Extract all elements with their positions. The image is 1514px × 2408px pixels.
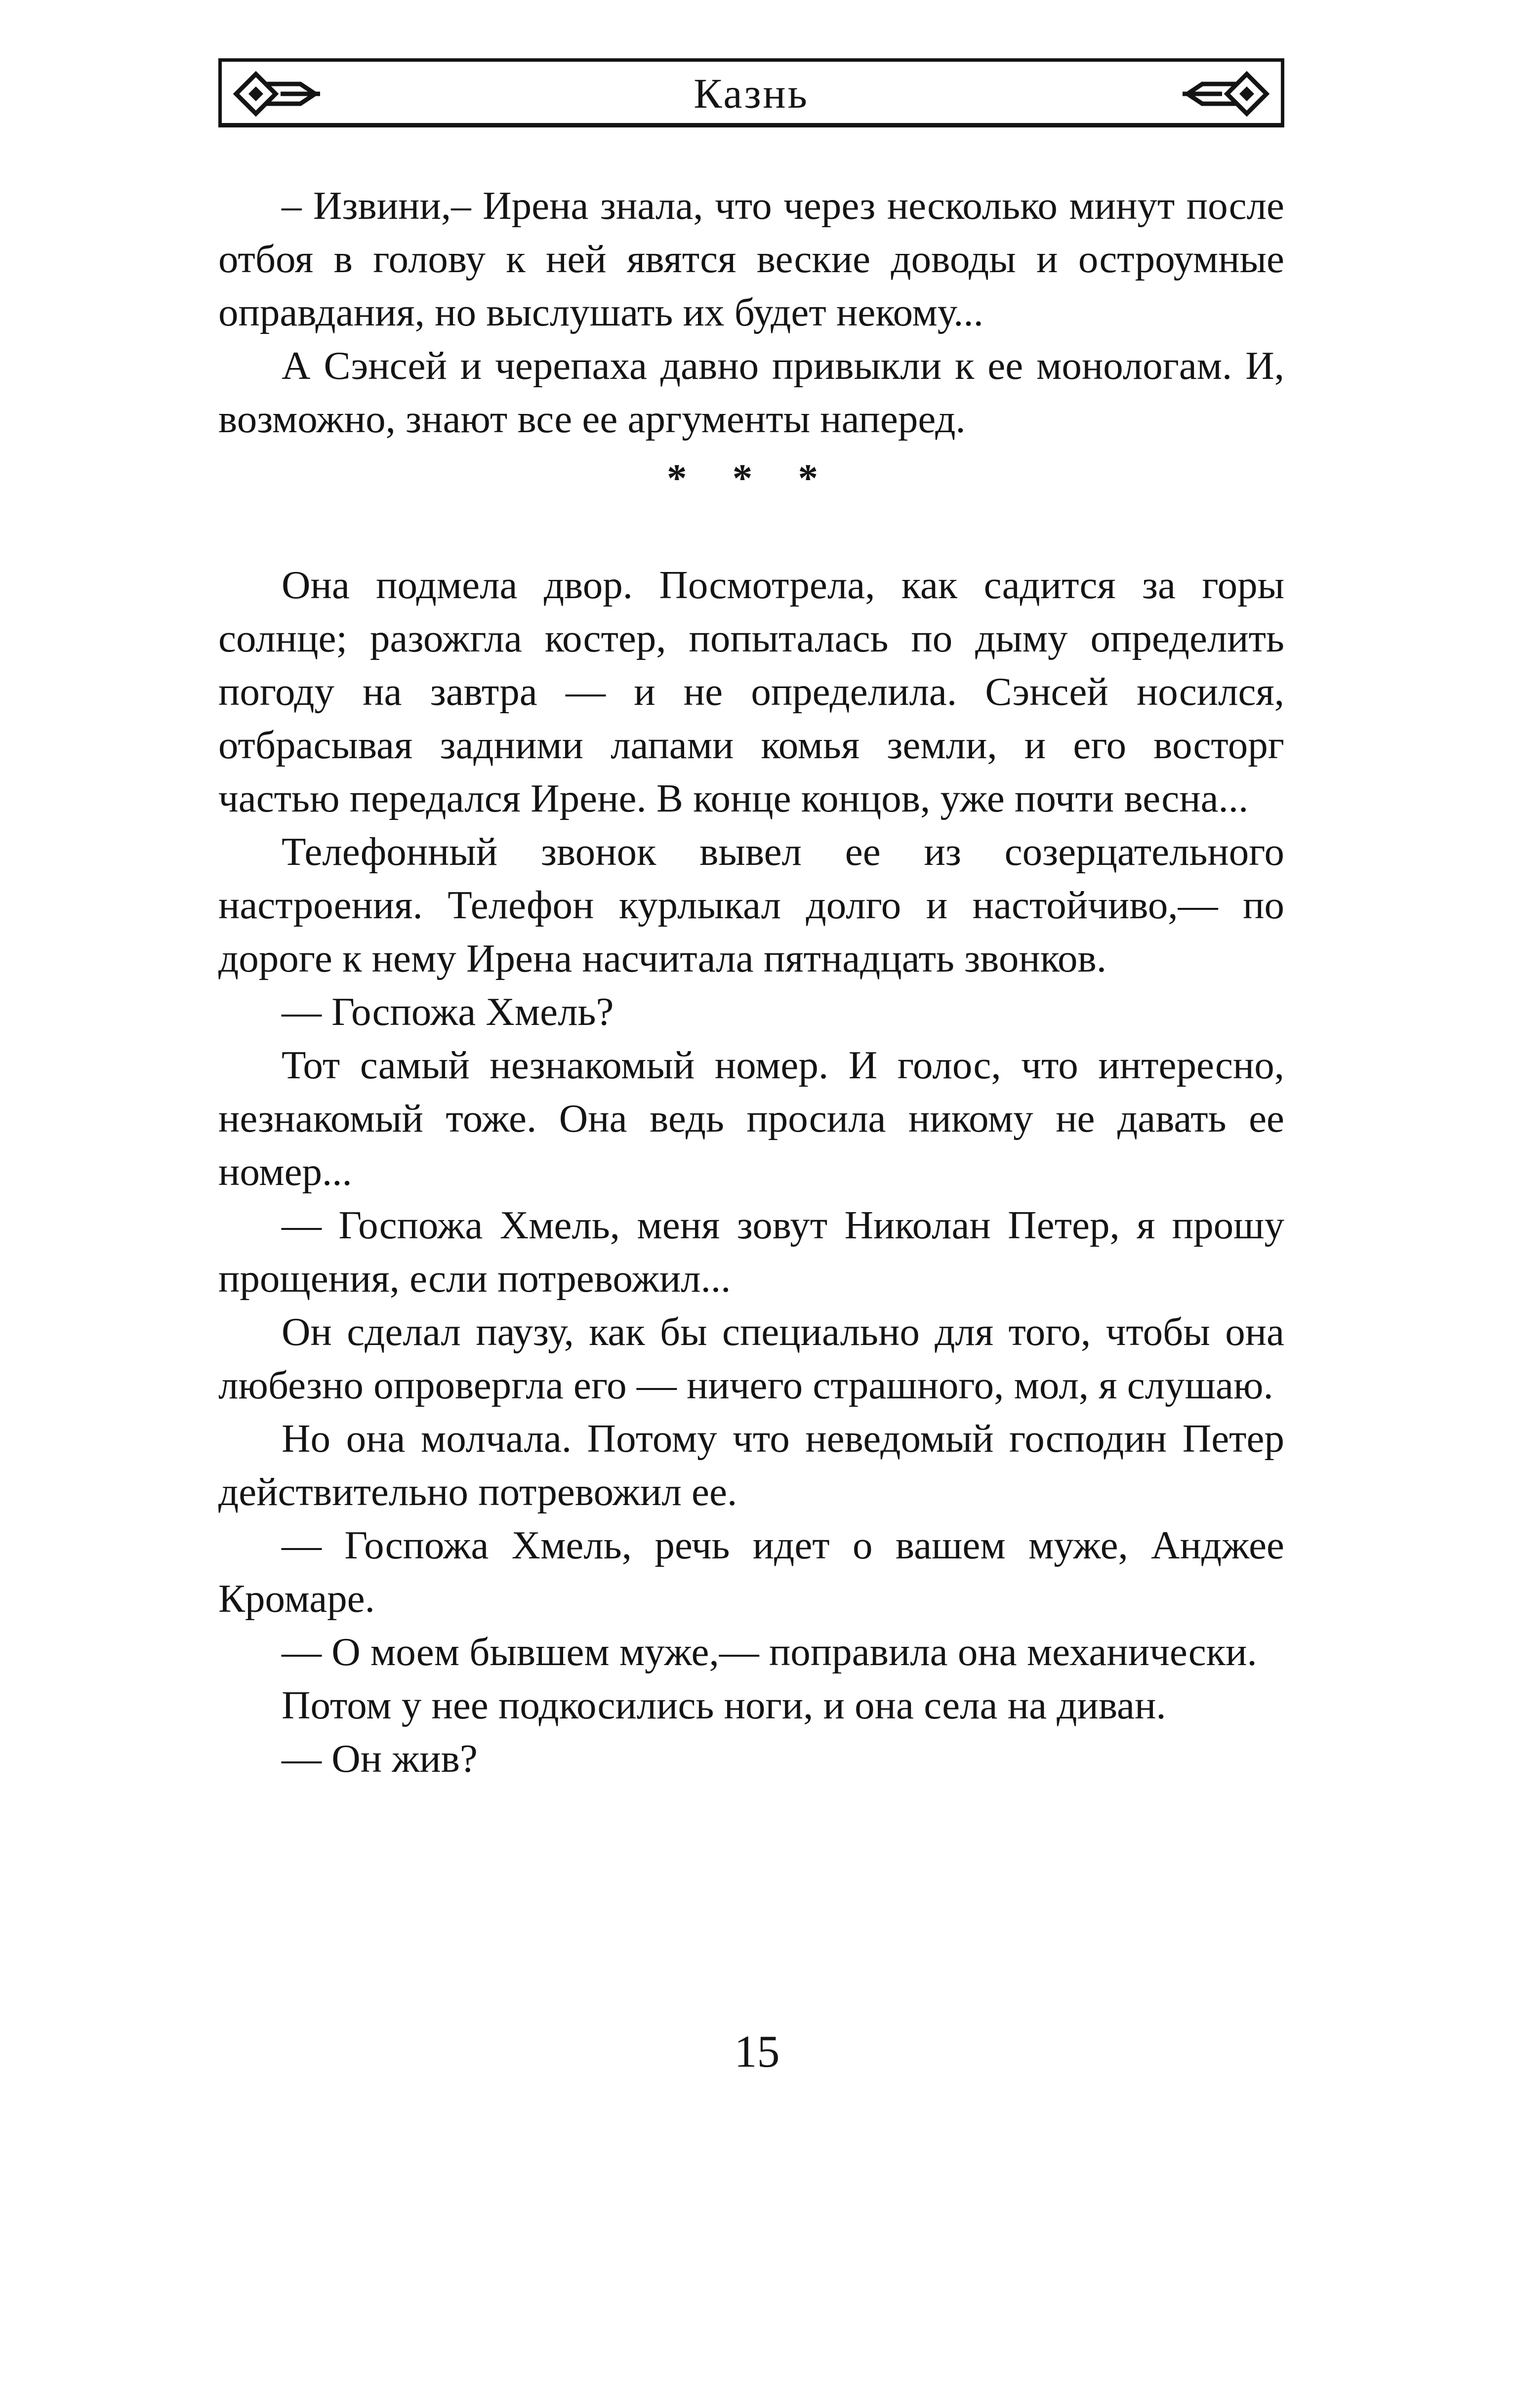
header-title: Казнь xyxy=(694,70,809,117)
running-header xyxy=(218,58,1284,127)
paragraph: Потом у нее подкосились ноги, и она села на диван. xyxy=(282,1683,1166,1727)
paragraph: Она подмела двор. Посмотрела, как садится за горы солнце; разожгла костер, попыталась по дыму определить погоду на завтра — и не определила. Сэнсей носился, отбрасывая задними лапами комья земли, и его восторг частью передался Ирене. В конце концов, уже почти весна... xyxy=(218,563,1284,820)
paragraph: — Госпожа Хмель, меня зовут Николан Петер, я прошу прощения, если потревожил... xyxy=(218,1203,1284,1301)
paragraph: Он сделал паузу, как бы специально для того, чтобы она любезно опровергла его — ничего страшного, мол, я слушаю. xyxy=(218,1309,1284,1407)
paragraph: — Госпожа Хмель, речь идет о вашем муже, Анджее Кромаре. xyxy=(218,1523,1284,1621)
paragraph: — Он жив? xyxy=(282,1736,478,1781)
paragraph: Тот самый незнакомый номер. И голос, что интересно, незнакомый тоже. Она ведь просила никому не давать ее номер... xyxy=(218,1043,1284,1194)
paragraph: Но она молчала. Потому что неведомый господин Петер действительно потревожил ее. xyxy=(218,1416,1284,1514)
paragraph: — О моем бывшем муже,— поправила она механически. xyxy=(282,1630,1257,1674)
section-break: * * * xyxy=(667,456,836,500)
paragraph: — Госпожа Хмель? xyxy=(282,989,614,1034)
page-number: 15 xyxy=(734,2026,780,2077)
paragraph: – Извини,– Ирена знала, что через несколько минут после отбоя в голову к ней явятся веские доводы и остроумные оправдания, но выслушать их будет некому... xyxy=(218,183,1284,334)
paragraph: Телефонный звонок вывел ее из созерцательного настроения. Телефон курлыкал долго и настойчиво,— по дороге к нему Ирена насчитала пятнадцать звонков. xyxy=(218,829,1284,980)
ornament-icon xyxy=(1175,67,1274,121)
paragraph: А Сэнсей и черепаха давно привыкли к ее монологам. И, возможно, знают все ее аргументы наперед. xyxy=(218,343,1284,441)
body-text xyxy=(218,179,1284,1785)
